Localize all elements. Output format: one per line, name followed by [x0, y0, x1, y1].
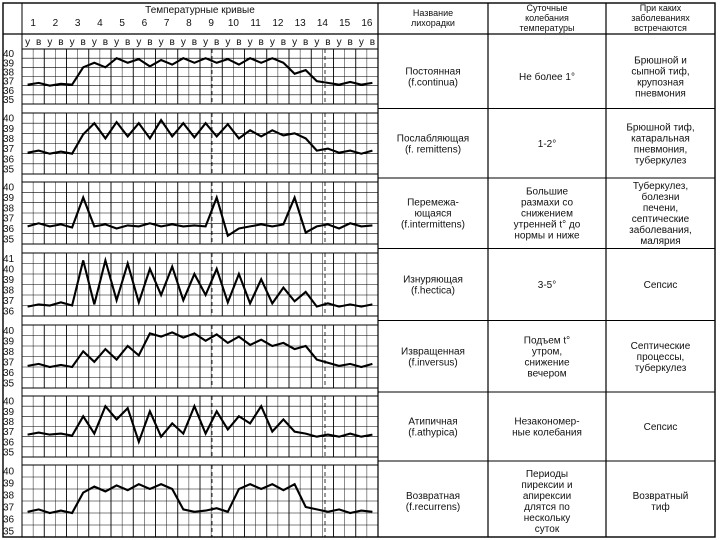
time-mark: у — [314, 37, 320, 48]
disease-text: Сепсис — [643, 422, 678, 433]
temperature-label: 40 — [3, 182, 15, 194]
temperature-label: 37 — [3, 144, 15, 156]
disease-text: катаральная — [631, 133, 690, 145]
disease-text: тиф — [651, 502, 670, 513]
header-diseases: заболеваниях — [631, 13, 690, 24]
temperature-label: 38 — [3, 490, 15, 502]
temperature-label: 38 — [3, 133, 15, 145]
header-diseases: При каких — [639, 3, 682, 14]
temperature-label: 35 — [3, 94, 15, 106]
temperature-label: 38 — [3, 285, 15, 297]
temperature-label: 36 — [3, 154, 15, 166]
time-mark: у — [114, 37, 120, 48]
daily-fluctuation: снижение — [524, 357, 570, 369]
temperature-label: 35 — [3, 447, 15, 459]
temperature-label: 39 — [3, 274, 15, 286]
disease-text: септические — [631, 214, 690, 225]
day-number: 4 — [97, 18, 103, 29]
time-mark: у — [91, 37, 97, 48]
day-number: 8 — [186, 18, 192, 29]
disease-text: пневмония — [635, 88, 686, 100]
fever-name: Послабляющая — [396, 133, 470, 145]
time-mark: в — [347, 37, 353, 48]
daily-fluctuation: ные колебания — [512, 427, 582, 439]
temperature-label: 36 — [3, 437, 15, 449]
time-mark: в — [125, 37, 131, 48]
daily-fluctuation: Незакономер- — [514, 416, 580, 428]
fever-name: (f. remittens) — [404, 144, 462, 156]
daily-fluctuation: 3-5° — [537, 280, 557, 291]
temperature-label: 40 — [3, 396, 15, 408]
fever-name: (f.recurrens) — [405, 502, 461, 513]
daily-fluctuation: вечером — [527, 368, 567, 380]
disease-text: Сепсис — [643, 280, 678, 291]
temperature-label: 39 — [3, 478, 15, 490]
time-mark: у — [336, 37, 342, 48]
disease-text: пневмония, — [633, 144, 688, 156]
time-mark: в — [369, 37, 376, 48]
day-number: 3 — [74, 18, 81, 29]
disease-text: печени, — [642, 203, 679, 214]
temperature-label: 39 — [3, 336, 15, 348]
temperature-label: 40 — [3, 264, 15, 276]
day-number: 7 — [163, 18, 170, 29]
time-mark: в — [147, 37, 153, 48]
fever-name: Извращенная — [401, 346, 465, 358]
temperature-label: 35 — [3, 378, 15, 390]
fever-name: (f.intermittens) — [401, 219, 465, 231]
time-mark: у — [292, 37, 298, 48]
fever-name: Атипичная — [408, 416, 458, 428]
day-number: 15 — [339, 18, 351, 29]
daily-fluctuation: Периоды — [525, 469, 569, 480]
temperature-label: 38 — [3, 67, 15, 79]
temperature-label: 37 — [3, 295, 15, 307]
temperature-label: 38 — [3, 416, 15, 428]
disease-text: туберкулез — [634, 363, 687, 374]
day-number: 1 — [30, 18, 36, 29]
day-number: 9 — [208, 18, 214, 29]
temperature-label: 37 — [3, 357, 15, 369]
time-mark: у — [47, 37, 53, 48]
disease-text: Возвратный — [632, 491, 689, 502]
temperature-label: 35 — [3, 526, 15, 538]
disease-text: крупозная — [637, 77, 684, 89]
time-mark: в — [102, 37, 109, 48]
header-fever-name: лихорадки — [411, 18, 455, 29]
temperature-label: 37 — [3, 213, 15, 225]
disease-text: Туберкулез, — [632, 181, 689, 192]
time-mark: у — [69, 37, 75, 48]
daily-fluctuation: пирексии и — [521, 480, 573, 491]
temperature-label: 39 — [3, 123, 15, 135]
day-number: 10 — [227, 18, 239, 29]
daily-fluctuation: нормы и ниже — [514, 230, 580, 242]
fever-name: (f.hectica) — [411, 285, 455, 297]
header-diseases: встречаются — [634, 23, 687, 34]
day-number: 11 — [250, 18, 261, 29]
temperature-label: 36 — [3, 224, 15, 235]
temperature-label: 36 — [3, 367, 15, 379]
daily-fluctuation: апирексии — [522, 491, 572, 502]
disease-text: Брюшной тиф, — [626, 122, 695, 134]
time-mark: у — [158, 37, 164, 48]
time-mark: у — [247, 37, 253, 48]
day-number: 6 — [141, 18, 148, 29]
curves-title: Температурные кривые — [145, 5, 255, 16]
header-daily-fluctuation: температуры — [519, 23, 575, 34]
time-mark: в — [58, 37, 64, 48]
time-mark: у — [269, 37, 275, 48]
header-daily-fluctuation: Суточные — [526, 3, 568, 14]
temperature-label: 39 — [3, 406, 15, 418]
disease-text: сыпной тиф, — [631, 66, 690, 78]
time-mark: в — [280, 37, 287, 48]
time-mark: у — [225, 37, 231, 48]
header-daily-fluctuation: колебания — [525, 13, 569, 24]
disease-text: процессы, — [636, 352, 685, 363]
temperature-label: 36 — [3, 306, 15, 318]
fever-name: Перемежа- — [407, 197, 459, 209]
temperature-label: 41 — [3, 253, 15, 265]
temperature-label: 37 — [3, 76, 15, 88]
day-number: 5 — [119, 18, 125, 29]
daily-fluctuation: Не более 1° — [519, 72, 575, 83]
fever-name: (f.inversus) — [408, 357, 458, 369]
temperature-label: 40 — [3, 49, 15, 61]
temperature-label: 40 — [3, 113, 15, 125]
temperature-label: 38 — [3, 346, 15, 358]
daily-fluctuation: Большие — [525, 186, 569, 198]
temperature-label: 35 — [3, 164, 15, 176]
daily-fluctuation: нескольку — [523, 513, 571, 524]
time-mark: в — [169, 37, 175, 48]
time-mark: у — [25, 37, 31, 48]
time-mark: в — [325, 37, 331, 48]
time-mark: в — [80, 37, 86, 48]
temperature-label: 37 — [3, 427, 15, 439]
temperature-label: 40 — [3, 325, 15, 337]
temperature-label: 36 — [3, 514, 15, 526]
time-mark: у — [180, 37, 186, 48]
temperature-label: 37 — [3, 502, 15, 514]
day-number: 2 — [52, 18, 59, 29]
time-mark: у — [358, 37, 364, 48]
day-number: 12 — [272, 18, 284, 29]
daily-fluctuation: утренней t° до — [513, 219, 581, 231]
temperature-label: 40 — [3, 466, 15, 478]
temperature-label: 39 — [3, 58, 15, 70]
daily-fluctuation: размахи со — [520, 197, 574, 209]
daily-fluctuation: 1-2° — [537, 139, 557, 150]
time-mark: в — [214, 37, 220, 48]
fever-name: (f.athypica) — [408, 427, 458, 439]
day-number: 16 — [361, 18, 373, 29]
time-mark: в — [258, 37, 264, 48]
temperature-label: 36 — [3, 85, 15, 97]
daily-fluctuation: Подъем t° — [523, 335, 571, 347]
day-number: 14 — [316, 18, 328, 29]
temperature-label: 35 — [3, 234, 15, 246]
time-mark: в — [303, 37, 309, 48]
time-mark: в — [236, 37, 242, 48]
daily-fluctuation: суток — [534, 524, 560, 535]
time-mark: у — [136, 37, 142, 48]
fever-name: Изнуряющая — [403, 274, 463, 286]
day-number: 13 — [294, 18, 306, 29]
disease-text: Септические — [630, 341, 691, 352]
time-mark: у — [203, 37, 209, 48]
fever-name: (f.continua) — [407, 77, 459, 89]
disease-text: малярия — [640, 236, 681, 247]
fever-name: ющаяся — [414, 208, 452, 220]
time-mark: в — [191, 37, 198, 48]
temperature-label: 38 — [3, 203, 15, 215]
fever-name: Возвратная — [406, 491, 460, 502]
temperature-label: 39 — [3, 193, 15, 204]
disease-text: Брюшной и — [634, 55, 687, 67]
fever-name: Постоянная — [405, 66, 461, 78]
disease-text: туберкулез — [634, 155, 687, 167]
disease-text: болезни — [641, 192, 680, 203]
daily-fluctuation: снижением — [521, 208, 573, 220]
header-fever-name: Название — [412, 8, 454, 19]
daily-fluctuation: утром, — [531, 346, 563, 358]
disease-text: заболевания, — [629, 225, 692, 236]
daily-fluctuation: длятся по — [524, 502, 570, 513]
time-mark: в — [36, 37, 42, 48]
